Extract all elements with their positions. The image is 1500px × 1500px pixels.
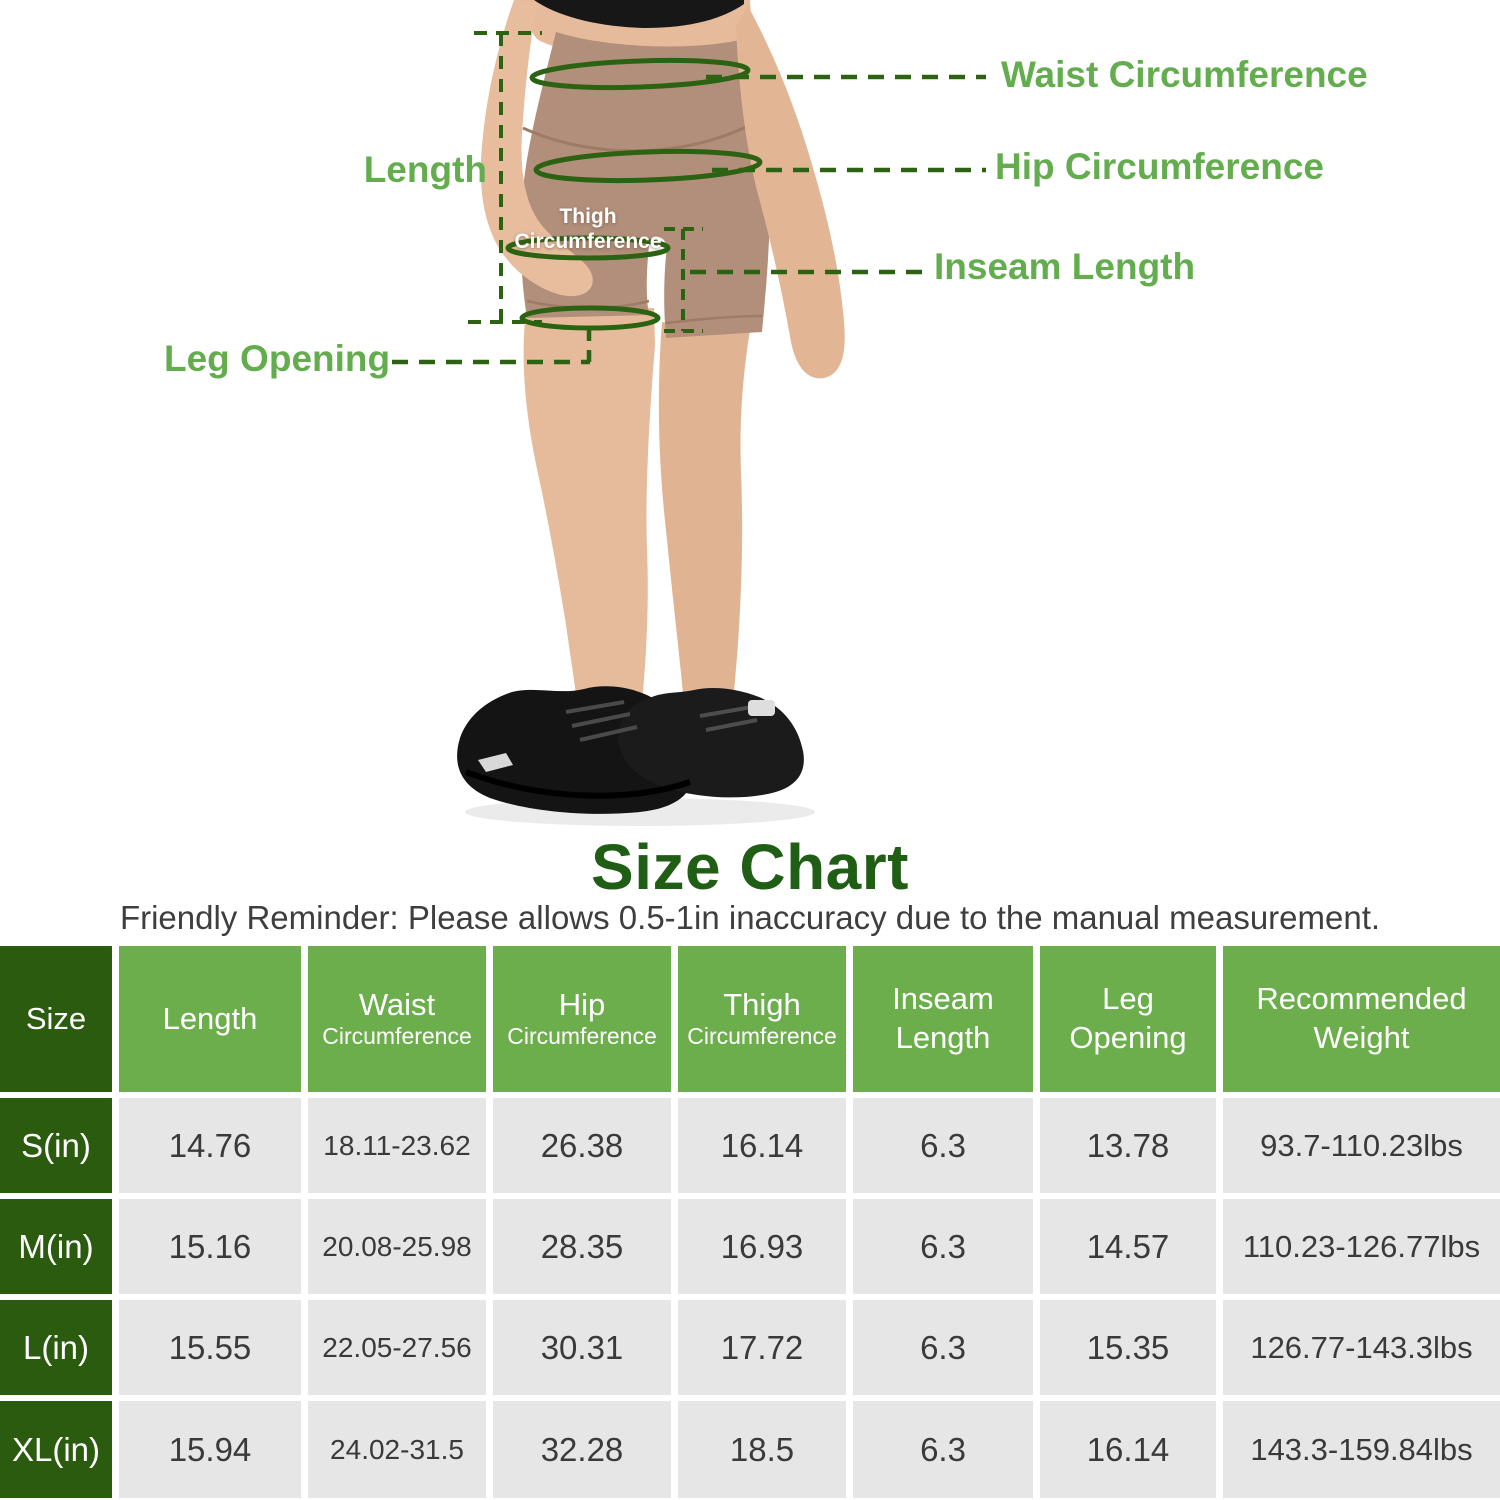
col-header-waist: Waist Circumference: [308, 946, 486, 1092]
cell-l-weight: 126.77-143.3lbs: [1223, 1300, 1500, 1395]
thigh-label-line1: Thigh: [559, 205, 617, 228]
length-label: Length: [363, 149, 487, 190]
cell-s-leg-opening: 13.78: [1040, 1098, 1216, 1193]
cell-m-waist: 20.08-25.98: [308, 1199, 486, 1294]
col-header-size-label: Size: [25, 1001, 87, 1037]
cell-l-waist: 22.05-27.56: [308, 1300, 486, 1395]
cell-l-leg-opening: 15.35: [1040, 1300, 1216, 1395]
cell-m-leg-opening: 14.57: [1040, 1199, 1216, 1294]
col-header-leg-opening: Leg Opening: [1040, 946, 1216, 1092]
cell-m-inseam: 6.3: [853, 1199, 1033, 1294]
cell-s-inseam: 6.3: [853, 1098, 1033, 1193]
cell-xl-inseam: 6.3: [853, 1401, 1033, 1498]
reminder-text: Friendly Reminder: Please allows 0.5-1in inaccuracy due to the manual measurement.: [119, 899, 1381, 936]
cell-l-thigh: 17.72: [678, 1300, 846, 1395]
back-shoe-logo-patch: [748, 700, 775, 716]
cell-s-hip: 26.38: [493, 1098, 671, 1193]
cell-s-weight: 93.7-110.23lbs: [1223, 1098, 1500, 1193]
row-label-s: S(in): [0, 1098, 112, 1193]
size-chart-title: Size Chart: [591, 831, 909, 903]
cell-m-weight: 110.23-126.77lbs: [1223, 1199, 1500, 1294]
cell-xl-waist: 24.02-31.5: [308, 1401, 486, 1498]
col-header-recommended-weight: Recommended Weight: [1223, 946, 1500, 1092]
size-table: [0, 946, 1500, 1500]
col-header-length: Length: [119, 946, 301, 1092]
model-figure: [457, 0, 845, 826]
cell-xl-hip: 32.28: [493, 1401, 671, 1498]
col-header-hip: Hip Circumference: [493, 946, 671, 1092]
cell-xl-leg-opening: 16.14: [1040, 1401, 1216, 1498]
back-leg: [659, 322, 750, 693]
cell-xl-weight: 143.3-159.84lbs: [1223, 1401, 1500, 1498]
cell-m-length: 15.16: [119, 1199, 301, 1294]
row-label-l: L(in): [0, 1300, 112, 1395]
row-label-xl: XL(in): [0, 1401, 112, 1498]
col-header-inseam: Inseam Length: [853, 946, 1033, 1092]
row-label-m: M(in): [0, 1199, 112, 1294]
cell-l-hip: 30.31: [493, 1300, 671, 1395]
cell-l-length: 15.55: [119, 1300, 301, 1395]
cell-xl-thigh: 18.5: [678, 1401, 846, 1498]
cell-xl-length: 15.94: [119, 1401, 301, 1498]
cell-m-hip: 28.35: [493, 1199, 671, 1294]
cell-s-thigh: 16.14: [678, 1098, 846, 1193]
waist-circumference-label: Waist Circumference: [1001, 54, 1368, 95]
thigh-label-line2: Circumference: [514, 230, 662, 254]
cell-s-waist: 18.11-23.62: [308, 1098, 486, 1193]
cell-l-inseam: 6.3: [853, 1300, 1033, 1395]
inseam-length-label: Inseam Length: [934, 246, 1196, 287]
cell-m-thigh: 16.93: [678, 1199, 846, 1294]
cell-s-length: 14.76: [119, 1098, 301, 1193]
col-header-size: [0, 946, 112, 1092]
thigh-circumference-label: [498, 204, 678, 254]
hip-circumference-label: Hip Circumference: [995, 146, 1324, 187]
col-header-thigh: Thigh Circumference: [678, 946, 846, 1092]
leg-opening-label: Leg Opening: [164, 338, 391, 379]
